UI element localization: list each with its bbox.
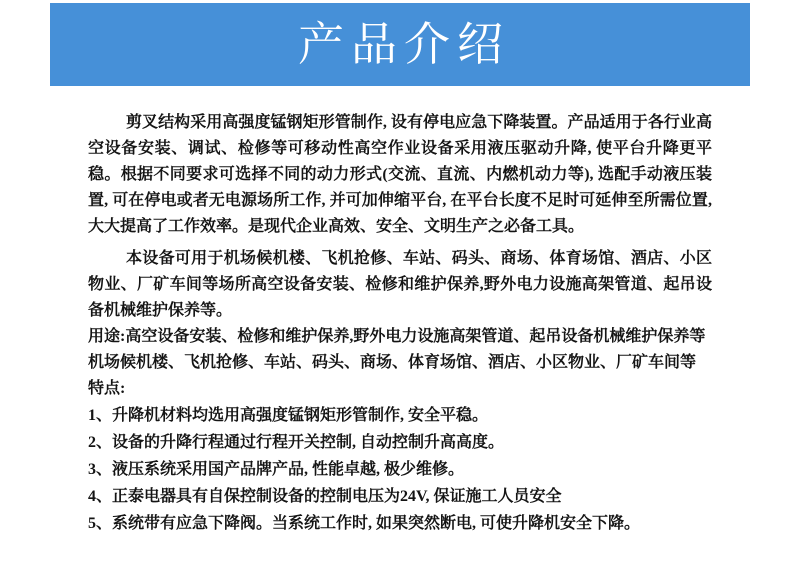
feature-item-2: 2、设备的升降行程通过行程开关控制, 自动控制升高高度。 xyxy=(88,434,505,451)
feature-item-4: 4、正泰电器具有自保控制设备的控制电压为24V, 保证施工人员安全 xyxy=(88,488,562,505)
content-area xyxy=(88,110,712,537)
features-heading: 特点: xyxy=(88,380,126,397)
applications-paragraph: 本设备可用于机场候机楼、飞机抢修、车站、码头、商场、体育场馆、酒店、小区物业、厂矿车间等场所高空设备安装、检修和维护保养,野外电力设施高架管道、起吊设备机械维护保养等。 xyxy=(88,250,712,319)
usage-line: 用途:高空设备安装、检修和维护保养,野外电力设施高架管道、起吊设备机械维护保养等 xyxy=(88,328,706,345)
feature-item-3: 3、液压系统采用国产品牌产品, 性能卓越, 极少维修。 xyxy=(88,461,465,478)
title-banner xyxy=(50,3,750,86)
page-title: 产品介绍 xyxy=(298,18,510,70)
intro-paragraph: 剪叉结构采用高强度锰钢矩形管制作, 设有停电应急下降装置。产品适用于各行业高空设备安装、调试、检修等可移动性高空作业设备采用液压驱动升降, 使平台升降更平稳。根据不同要求可选择不同的动力形式(交流、直流、内燃机动力等), 选配手动液压装置, 可在停电或者无电源场所工作, 并可加伸缩平台, 在平台长度不足时可延伸至所需位置, 大大提高了工作效率。是现代企业高效、安全、文明生产之必备工具。 xyxy=(88,114,712,235)
feature-item-5: 5、系统带有应急下降阀。当系统工作时, 如果突然断电, 可使升降机安全下降。 xyxy=(88,515,641,532)
feature-item-1: 1、升降机材料均选用高强度锰钢矩形管制作, 安全平稳。 xyxy=(88,407,489,424)
venues-line: 机场候机楼、飞机抢修、车站、码头、商场、体育场馆、酒店、小区物业、厂矿车间等 xyxy=(88,354,697,371)
